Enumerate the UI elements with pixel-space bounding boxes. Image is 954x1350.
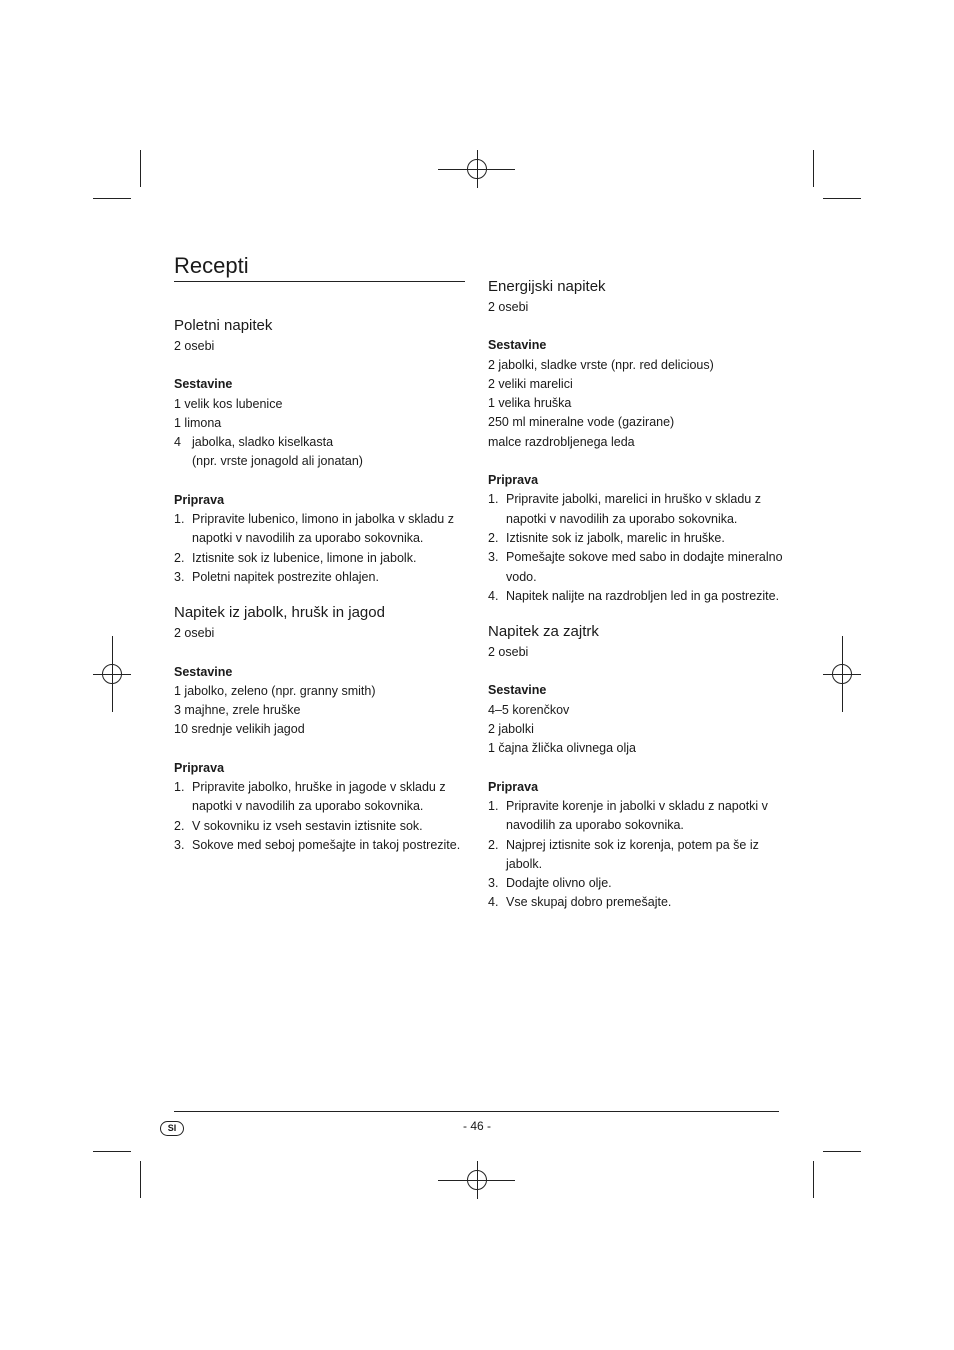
preparation-label: Priprava — [488, 473, 539, 488]
step-text: Vse skupaj dobro premešajte. — [506, 895, 672, 910]
list-item: 1 jabolko, zeleno (npr. granny smith) — [174, 683, 376, 698]
list-item: 2 jabolki, sladke vrste (npr. red delicious) — [488, 357, 714, 372]
servings: 2 osebi — [488, 300, 529, 314]
step-number: 3. — [488, 550, 499, 565]
step-text: Poletni napitek postrezite ohlajen. — [192, 569, 379, 584]
step-text: Pripravite jabolki, marelici in hruško v skladu z napotki v navodilih za uporabo sokovnika. — [506, 492, 761, 526]
servings: 2 osebi — [174, 339, 215, 353]
step-text: Najprej iztisnite sok iz korenja, potem pa še iz jabolk. — [506, 837, 759, 871]
preparation-steps — [174, 778, 474, 855]
recipe-title: Energijski napitek — [488, 278, 606, 295]
list-item — [174, 568, 474, 587]
step-text: Pripravite korenje in jabolki v skladu z napotki v navodilih za uporabo sokovnika. — [506, 798, 768, 833]
list-item — [174, 817, 474, 836]
preparation-steps — [488, 797, 788, 913]
step-text: Iztisnite sok iz jabolk, marelic in hruške. — [506, 530, 725, 545]
list-item: 4–5 korenčkov — [488, 702, 570, 717]
list-item: 2 jabolki — [488, 722, 534, 737]
step-text: Sokove med seboj pomešajte in takoj postrezite. — [192, 837, 461, 852]
list-item — [488, 490, 788, 529]
list-item: malce razdrobljenega leda — [488, 434, 635, 449]
ingredients-list — [488, 701, 788, 759]
list-item — [174, 778, 474, 817]
list-item: 10 srednje velikih jagod — [174, 722, 305, 737]
language-badge: SI — [160, 1121, 184, 1136]
list-item: 1 čajna žlička olivnega olja — [488, 741, 637, 756]
ingredients-label: Sestavine — [174, 664, 233, 679]
registration-target-icon — [467, 1170, 487, 1190]
list-item — [488, 836, 788, 875]
step-number: 1. — [174, 512, 185, 527]
list-item — [174, 433, 474, 452]
list-item — [488, 893, 788, 912]
list-item — [488, 529, 788, 548]
list-item: (npr. vrste jonagold ali jonatan) — [192, 454, 363, 469]
step-number: 1. — [488, 492, 499, 507]
list-item: 1 limona — [174, 415, 222, 430]
list-item — [488, 874, 788, 893]
servings: 2 osebi — [174, 626, 215, 641]
step-number: 3. — [488, 876, 499, 891]
step-text: Napitek nalijte na razdrobljen led in ga postrezite. — [506, 588, 780, 603]
registration-target-icon — [467, 159, 487, 179]
ingredient-quantity: 4 — [174, 435, 181, 450]
list-item — [174, 549, 474, 568]
list-item — [174, 836, 474, 855]
preparation-steps — [174, 510, 474, 587]
list-item: 1 velika hruška — [488, 396, 572, 411]
step-text: Pomešajte sokove med sabo in dodajte mineralno vodo. — [506, 550, 783, 584]
list-item — [488, 548, 788, 587]
ingredient-text: jabolka, sladko kiselkasta — [192, 435, 334, 450]
step-number: 2. — [174, 818, 185, 833]
list-item — [488, 797, 788, 836]
step-number: 3. — [174, 837, 185, 852]
recipe-energijski-napitek — [488, 276, 788, 606]
step-number: 1. — [174, 780, 185, 795]
list-item: 2 veliki marelici — [488, 376, 573, 391]
title-divider — [174, 281, 465, 282]
footer-divider — [174, 1111, 779, 1112]
step-text: Pripravite lubenico, limono in jabolka v skladu z napotki v navodilih za uporabo sokovnika. — [192, 512, 454, 546]
step-text: V sokovniku iz vseh sestavin iztisnite sok. — [192, 818, 423, 833]
recipe-napitek-iz-jabolk — [174, 602, 474, 855]
page-number: - 46 - — [462, 1119, 491, 1133]
step-number: 3. — [174, 569, 185, 584]
list-item: 1 velik kos lubenice — [174, 396, 283, 411]
step-number: 2. — [488, 837, 499, 852]
list-item — [174, 510, 474, 549]
step-number: 4. — [488, 895, 499, 910]
ingredients-list — [174, 395, 474, 472]
servings: 2 osebi — [488, 645, 529, 660]
recipe-title: Napitek za zajtrk — [488, 623, 599, 641]
preparation-label: Priprava — [488, 779, 539, 794]
preparation-steps — [488, 490, 788, 606]
page-title: Recepti — [174, 253, 249, 278]
right-column — [488, 276, 788, 913]
list-item: 3 majhne, zrele hruške — [174, 703, 301, 718]
preparation-label: Priprava — [174, 760, 225, 775]
ingredients-label: Sestavine — [488, 683, 547, 698]
recipe-title: Poletni napitek — [174, 317, 273, 334]
ingredients-label: Sestavine — [174, 377, 233, 392]
left-column — [174, 315, 474, 855]
ingredients-list — [174, 682, 474, 740]
step-number: 1. — [488, 798, 499, 813]
list-item: 250 ml mineralne vode (gazirane) — [488, 415, 675, 430]
step-text: Pripravite jabolko, hruške in jagode v skladu z napotki v navodilih za uporabo sokovnika. — [192, 780, 446, 814]
step-number: 2. — [174, 550, 185, 565]
step-number: 2. — [488, 530, 499, 545]
step-text: Dodajte olivno olje. — [506, 876, 612, 891]
ingredients-label: Sestavine — [488, 338, 547, 353]
recipe-title: Napitek iz jabolk, hrušk in jagod — [174, 604, 385, 622]
registration-target-icon — [832, 664, 852, 684]
step-number: 4. — [488, 588, 499, 603]
list-item — [488, 587, 788, 606]
recipe-napitek-za-zajtrk — [488, 621, 788, 913]
recipe-poletni-napitek — [174, 315, 474, 587]
ingredients-list — [488, 356, 788, 452]
preparation-label: Priprava — [174, 492, 225, 507]
registration-target-icon — [102, 664, 122, 684]
step-text: Iztisnite sok iz lubenice, limone in jabolk. — [192, 550, 417, 565]
